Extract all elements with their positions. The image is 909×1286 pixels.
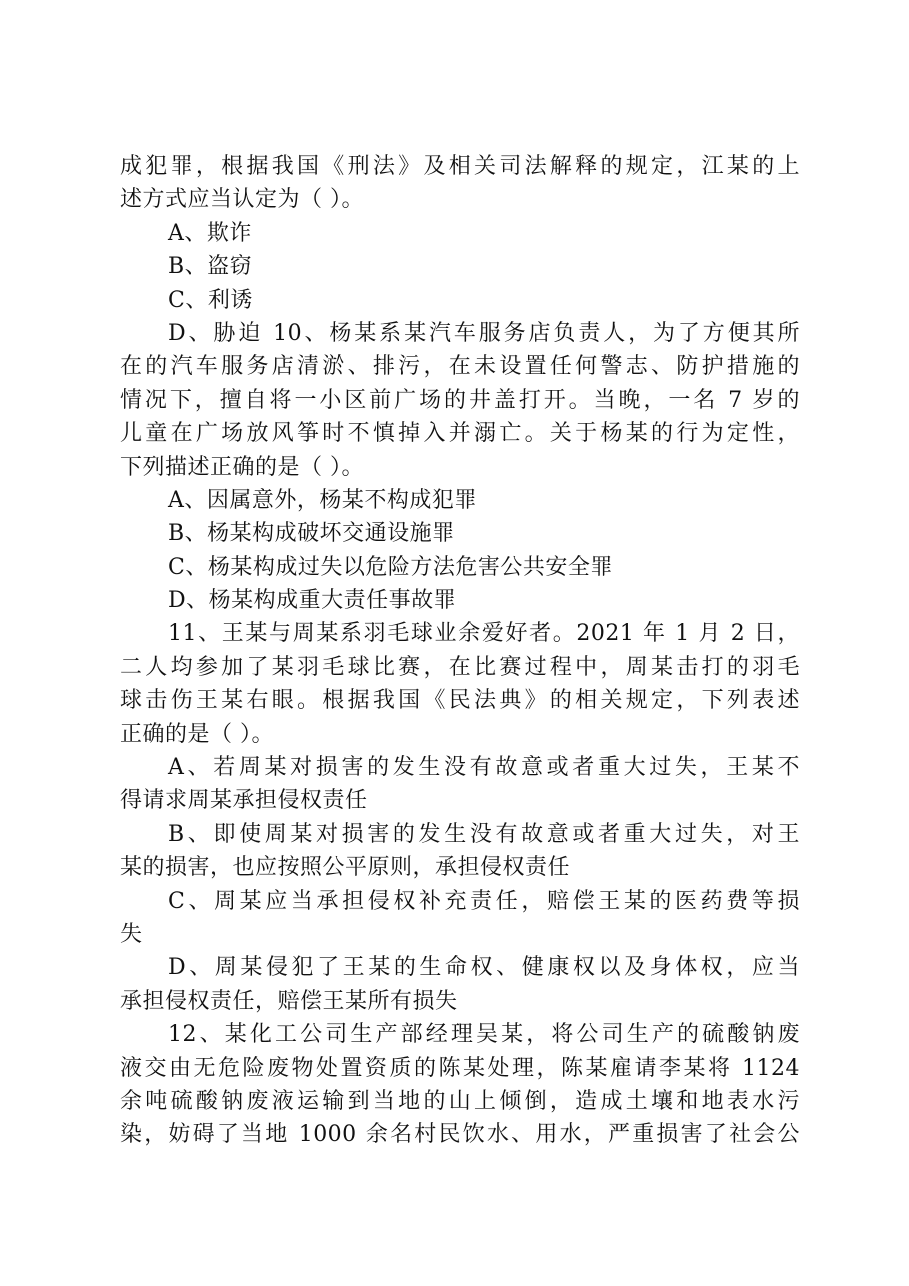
text-line: 余吨硫酸钠废液运输到当地的山上倾倒，造成土壤和地表水污 [120,1088,800,1114]
text-line: A、因属意外，杨某不构成犯罪 [168,487,477,513]
text-line: 染，妨碍了当地 1000 余名村民饮水、用水，严重损害了社会公 [120,1122,800,1148]
text-line: 正确的是（ ）。 [120,721,274,747]
text-line: B、杨某构成破坏交通设施罪 [168,521,455,547]
text-line: 二人均参加了某羽毛球比赛，在比赛过程中，周某击打的羽毛 [120,654,800,680]
text-line: A、若周某对损害的发生没有故意或者重大过失，王某不 [168,755,800,781]
text-line: 11、王某与周某系羽毛球业余爱好者。2021 年 1 月 2 日， [168,621,800,647]
text-line: 述方式应当认定为（ ）。 [120,187,364,213]
text-line: 液交由无危险废物处置资质的陈某处理，陈某雇请李某将 1124 [120,1055,800,1081]
text-line: B、即使周某对损害的发生没有故意或者重大过失，对王 [168,821,800,847]
document-body [120,150,800,1152]
text-line: B、盗窃 [168,254,253,280]
text-line: 得请求周某承担侵权责任 [120,788,368,814]
text-line: 在的汽车服务店清淤、排污，在未设置任何警志、防护措施的 [120,354,800,380]
text-line: 情况下，擅自将一小区前广场的井盖打开。当晚，一名 7 岁的 [120,387,800,413]
text-line: 球击伤王某右眼。根据我国《民法典》的相关规定，下列表述 [120,688,800,714]
text-line: D、周某侵犯了王某的生命权、健康权以及身体权，应当 [168,955,800,981]
text-line: 儿童在广场放风筝时不慎掉入并溺亡。关于杨某的行为定性， [120,421,800,447]
text-line: 下列描述正确的是（ ）。 [120,454,364,480]
text-line: D、胁迫 10、杨某系某汽车服务店负责人，为了方便其所 [168,320,800,346]
text-line: C、利诱 [168,287,253,313]
text-line: 成犯罪，根据我国《刑法》及相关司法解释的规定，江某的上 [120,154,800,179]
text-line: D、杨某构成重大责任事故罪 [168,588,457,614]
text-line: 12、某化工公司生产部经理吴某，将公司生产的硫酸钠废 [168,1022,800,1048]
text-line: A、欺诈 [168,220,252,246]
text-line: 某的损害，也应按照公平原则，承担侵权责任 [120,855,571,881]
text-line: 承担侵权责任，赔偿王某所有损失 [120,988,458,1014]
text-line: C、杨某构成过失以危险方法危害公共安全罪 [168,554,613,580]
text-line: 失 [120,921,143,947]
text-line: C、周某应当承担侵权补充责任，赔偿王某的医药费等损 [168,888,800,914]
